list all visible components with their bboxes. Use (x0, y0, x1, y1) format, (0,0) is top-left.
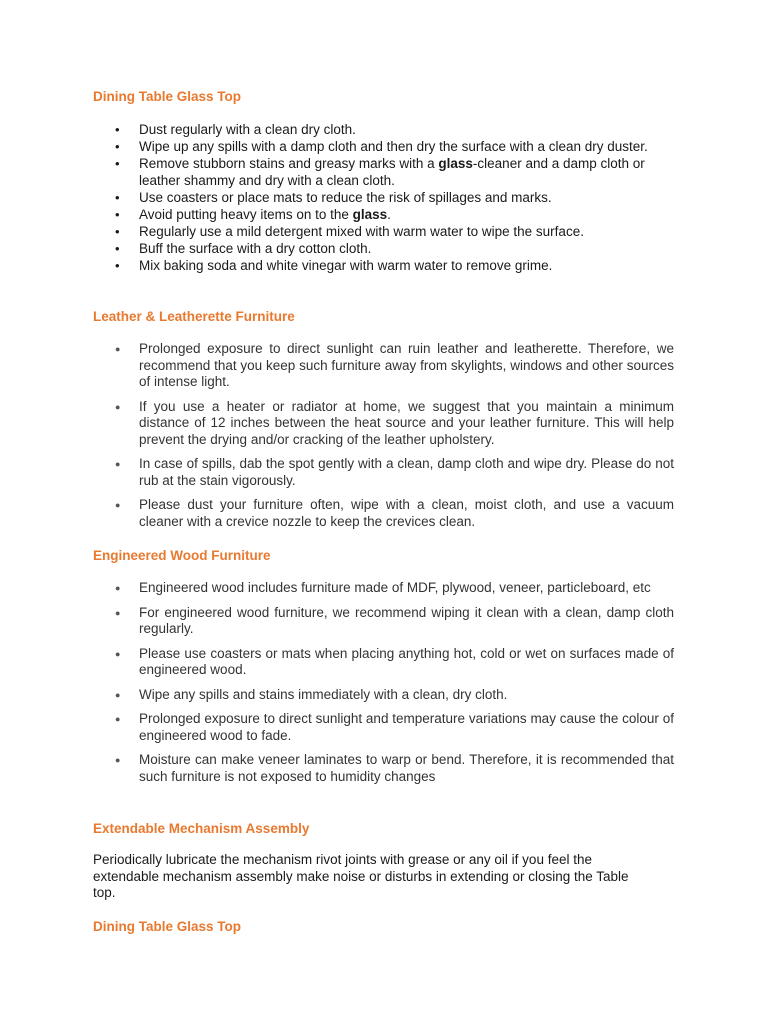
bullet-icon: • (115, 189, 120, 205)
bullet-icon: • (115, 223, 120, 239)
dining-glass-care-list (93, 122, 674, 275)
list-item: ● In case of spills, dab the spot gently with a clean, damp cloth and wipe dry. Please do not rub at the stain vigorously. (115, 456, 674, 488)
bullet-icon: • (115, 240, 120, 256)
list-item: ● Please dust your furniture often, wipe with a clean, moist cloth, and use a vacuum cleaner with a crevice nozzle to keep the crevices clean. (115, 497, 674, 529)
list-item: • Regularly use a mild detergent mixed with warm water to wipe the surface. (115, 223, 584, 239)
section-heading-dining-glass-repeat: Dining Table Glass Top (93, 919, 242, 934)
bullet-icon: ● (115, 714, 121, 724)
bullet-icon: • (115, 257, 120, 273)
list-item: ● Wipe any spills and stains immediately with a clean, dry cloth. (115, 686, 508, 702)
list-item: ● Prolonged exposure to direct sunlight can ruin leather and leatherette. Therefore, we recommend that you keep such furniture away from skylights, windows and other sources of intense light. (115, 341, 674, 389)
bullet-icon: ● (115, 689, 121, 700)
engineered-wood-care-list (93, 580, 674, 785)
bullet-icon: ● (115, 344, 121, 354)
list-item: ● Please use coasters or mats when placing anything hot, cold or wet on surfaces made of engineered wood. (115, 645, 674, 677)
list-item: ● Engineered wood includes furniture made of MDF, plywood, veneer, particleboard, etc (115, 580, 651, 595)
list-item: • Avoid putting heavy items on to the glass. (115, 206, 391, 222)
list-item: • Buff the surface with a dry cotton cloth. (115, 240, 372, 256)
bullet-icon: ● (115, 500, 121, 510)
list-item: • Mix baking soda and white vinegar with warm water to remove grime. (115, 257, 553, 273)
list-item: • Wipe up any spills with a damp cloth and then dry the surface with a clean dry duster. (115, 139, 648, 154)
leather-care-list (93, 341, 674, 530)
bullet-icon: • (115, 139, 120, 154)
section-heading-engineered-wood: Engineered Wood Furniture (93, 548, 271, 563)
list-item: • Remove stubborn stains and greasy marks with a glass-cleaner and a damp cloth or leather shammy and dry with a clean cloth. (115, 156, 645, 188)
list-item: ● Prolonged exposure to direct sunlight and temperature variations may cause the colour of engineered wood to fade. (115, 711, 674, 743)
bullet-icon: • (115, 206, 120, 222)
list-item: • Use coasters or place mats to reduce the risk of spillages and marks. (115, 189, 552, 205)
section-heading-dining-glass: Dining Table Glass Top (93, 89, 242, 104)
bullet-icon: ● (115, 607, 121, 618)
bullet-icon: • (115, 122, 120, 137)
section-heading-leather: Leather & Leatherette Furniture (93, 309, 295, 324)
list-item: ● Moisture can make veneer laminates to warp or bend. Therefore, it is recommended that such furniture is not exposed to humidity changes (115, 752, 674, 784)
bullet-icon: ● (115, 755, 121, 765)
bullet-icon: ● (115, 401, 121, 412)
list-item: ● If you use a heater or radiator at home, we suggest that you maintain a minimum distance of 12 inches between the heat source and your leather furniture. This will help prevent the drying and/or cracking of the leather upholstery. (115, 398, 674, 447)
bullet-icon: ● (115, 648, 121, 659)
extendable-mechanism-paragraph: Periodically lubricate the mechanism rivot joints with grease or any oil if you feel the extendable mechanism assembly make noise or disturbs in extending or closing the Table top. (93, 852, 629, 900)
bullet-icon: • (115, 156, 120, 171)
list-item: ● For engineered wood furniture, we recommend wiping it clean with a clean, damp cloth regularly. (115, 604, 674, 636)
bullet-icon: ● (115, 459, 121, 469)
bullet-icon: ● (115, 583, 121, 593)
section-heading-extendable-mechanism: Extendable Mechanism Assembly (93, 821, 310, 836)
list-item: • Dust regularly with a clean dry cloth. (115, 122, 356, 137)
